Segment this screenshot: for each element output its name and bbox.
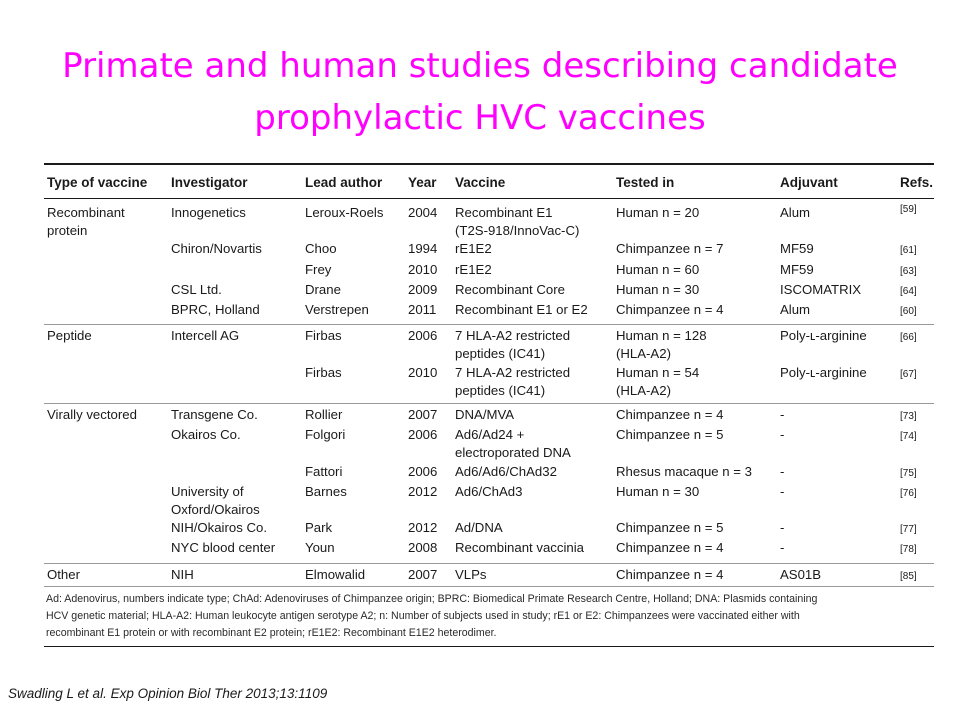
footnote-line: Ad: Adenovirus, numbers indicate type; ChAd: Adenoviruses of Chimpanzee origin; BPRC: Biomedical Primate Research Centre, Holland; DNA: Plasmids containing	[46, 592, 818, 605]
slide-title	[0, 40, 960, 144]
cell-adjuvant: ISCOMATRIX	[780, 281, 862, 297]
cell-vaccine: 7 HLA-A2 restricted peptides (IC41)	[455, 328, 571, 362]
header-adjuvant: Adjuvant	[780, 175, 838, 190]
citation: Swadling L et al. Exp Opinion Biol Ther 2013;13:1109	[8, 686, 328, 701]
cell-adjuvant: Alum	[780, 302, 811, 318]
cell-tested-in: Human n = 60	[616, 261, 700, 277]
table-row	[44, 364, 934, 400]
vaccine-studies-table	[44, 165, 934, 586]
cell-year: 2010	[408, 261, 438, 277]
footnote-bottom-rule	[44, 646, 934, 647]
cell-vaccine: Recombinant E1 or E2	[455, 302, 588, 318]
cell-vaccine: Ad6/Ad24 + electroporated DNA	[455, 427, 571, 461]
cell-lead-author: Park	[305, 520, 333, 536]
cell-vaccine: Ad6/ChAd3	[455, 483, 523, 499]
cell-vaccine: DNA/MVA	[455, 407, 515, 423]
table-row	[44, 261, 934, 281]
cell-vaccine: 7 HLA-A2 restricted peptides (IC41)	[455, 364, 571, 398]
cell-lead-author: Folgori	[305, 427, 346, 443]
cell-lead-author: Rollier	[305, 407, 343, 423]
cell-tested-in: Rhesus macaque n = 3	[616, 463, 752, 479]
cell-investigator	[171, 463, 305, 483]
cell-adjuvant: -	[780, 463, 785, 479]
cell-lead-author: Barnes	[305, 483, 347, 499]
cell-ref: [67]	[900, 368, 917, 380]
cell-tested-in: Human n = 20	[616, 205, 700, 220]
cell-ref: [59]	[900, 204, 917, 215]
cell-ref: [85]	[900, 570, 917, 582]
cell-type: Virally vectored	[47, 407, 137, 423]
cell-type	[44, 281, 171, 301]
cell-tested-in: Chimpanzee n = 7	[616, 241, 724, 257]
table-footnote	[44, 587, 934, 646]
cell-type	[44, 261, 171, 281]
cell-investigator	[171, 364, 305, 400]
cell-adjuvant: Poly-ʟ-arginine	[780, 328, 867, 344]
cell-vaccine: VLPs	[455, 566, 487, 582]
cell-lead-author: Leroux-Roels	[305, 205, 384, 220]
cell-lead-author: Firbas	[305, 328, 342, 344]
cell-vaccine: Recombinant Core	[455, 281, 565, 297]
table-row	[44, 406, 934, 426]
footnote-line: recombinant E1 protein or with recombinant E2 protein; rE1E2: Recombinant E1E2 heterodimer.	[46, 626, 497, 639]
cell-ref: [63]	[900, 265, 917, 277]
cell-type	[44, 426, 171, 462]
table-body	[44, 199, 934, 586]
table-row	[44, 463, 934, 483]
vaccine-table-panel	[44, 163, 934, 647]
table-row	[44, 327, 934, 363]
header-year: Year	[408, 175, 437, 190]
table-header-row	[44, 165, 934, 198]
cell-type	[44, 364, 171, 400]
cell-investigator: University of Oxford/Okairos	[171, 483, 260, 518]
cell-investigator: NIH/Okairos Co.	[171, 520, 267, 536]
cell-tested-in: Human n = 30	[616, 281, 700, 297]
cell-ref: [73]	[900, 411, 917, 423]
table-row	[44, 483, 934, 519]
cell-year: 2006	[408, 328, 438, 344]
cell-type: Other	[47, 566, 80, 582]
cell-ref: [74]	[900, 431, 917, 443]
cell-lead-author: Choo	[305, 241, 337, 257]
cell-lead-author: Drane	[305, 281, 341, 297]
cell-year: 2011	[408, 302, 437, 318]
cell-ref: [66]	[900, 332, 917, 344]
cell-year: 2006	[408, 463, 438, 479]
cell-tested-in: Human n = 30	[616, 483, 700, 499]
cell-tested-in: Chimpanzee n = 4	[616, 302, 724, 318]
cell-investigator: Chiron/Novartis	[171, 241, 262, 257]
cell-adjuvant: -	[780, 407, 785, 423]
cell-ref: [78]	[900, 544, 917, 556]
cell-year: 2006	[408, 427, 438, 443]
cell-adjuvant: -	[780, 520, 785, 536]
cell-ref: [77]	[900, 524, 917, 536]
header-lead-author: Lead author	[305, 175, 383, 190]
cell-investigator: BPRC, Holland	[171, 302, 260, 318]
cell-adjuvant: -	[780, 427, 785, 443]
cell-year: 2008	[408, 540, 438, 556]
cell-tested-in: Chimpanzee n = 4	[616, 540, 724, 556]
cell-adjuvant: Alum	[780, 205, 811, 220]
header-refs: Refs.	[900, 175, 934, 190]
table-row	[44, 281, 934, 301]
cell-vaccine: Recombinant vaccinia	[455, 540, 585, 556]
header-investigator: Investigator	[171, 175, 248, 190]
cell-year: 2012	[408, 483, 438, 499]
cell-tested-in: Human n = 54 (HLA-A2)	[616, 364, 700, 398]
cell-type	[44, 539, 171, 559]
cell-lead-author: Fattori	[305, 463, 343, 479]
cell-year: 1994	[408, 241, 438, 257]
header-vaccine: Vaccine	[455, 175, 506, 190]
header-type-of-vaccine: Type of vaccine	[47, 175, 148, 190]
table-row	[44, 240, 934, 260]
cell-ref: [60]	[900, 306, 917, 318]
cell-adjuvant: -	[780, 483, 785, 499]
cell-ref: [76]	[900, 487, 917, 499]
cell-tested-in: Chimpanzee n = 5	[616, 427, 724, 443]
cell-ref: [75]	[900, 467, 917, 479]
cell-adjuvant: -	[780, 540, 785, 556]
cell-tested-in: Chimpanzee n = 5	[616, 520, 724, 536]
cell-investigator: NYC blood center	[171, 540, 276, 556]
cell-investigator: Intercell AG	[171, 328, 240, 344]
cell-investigator: CSL Ltd.	[171, 281, 222, 297]
cell-tested-in: Chimpanzee n = 4	[616, 566, 724, 582]
cell-year: 2009	[408, 281, 438, 297]
table-row	[44, 426, 934, 462]
table-row	[44, 539, 934, 559]
cell-tested-in: Chimpanzee n = 4	[616, 407, 724, 423]
cell-lead-author: Elmowalid	[305, 566, 366, 582]
cell-investigator: Transgene Co.	[171, 407, 258, 423]
cell-type: Recombinant protein	[47, 205, 125, 239]
cell-type	[44, 240, 171, 260]
table-row	[44, 199, 934, 240]
cell-vaccine: Ad/DNA	[455, 520, 503, 536]
cell-year: 2007	[408, 407, 438, 423]
cell-vaccine: rE1E2	[455, 261, 492, 277]
slide-title-line-1: Primate and human studies describing candidate	[62, 46, 898, 86]
cell-tested-in: Human n = 128 (HLA-A2)	[616, 328, 707, 362]
cell-lead-author: Firbas	[305, 364, 342, 380]
cell-type	[44, 463, 171, 483]
cell-lead-author: Frey	[305, 261, 332, 277]
cell-type	[44, 301, 171, 321]
slide-title-line-2: prophylactic HVC vaccines	[254, 98, 706, 138]
cell-type	[44, 519, 171, 539]
cell-lead-author: Youn	[305, 540, 335, 556]
cell-year: 2012	[408, 520, 438, 536]
cell-adjuvant: Poly-ʟ-arginine	[780, 364, 867, 380]
cell-year: 2010	[408, 364, 438, 380]
cell-adjuvant: MF59	[780, 261, 814, 277]
header-tested-in: Tested in	[616, 175, 675, 190]
table-row	[44, 301, 934, 321]
cell-vaccine: rE1E2	[455, 241, 492, 257]
cell-ref: [61]	[900, 245, 917, 257]
cell-year: 2007	[408, 566, 438, 582]
table-row	[44, 519, 934, 539]
cell-investigator	[171, 261, 305, 281]
cell-year: 2004	[408, 205, 438, 220]
cell-adjuvant: MF59	[780, 241, 814, 257]
cell-investigator: NIH	[171, 566, 194, 582]
cell-investigator: Innogenetics	[171, 205, 246, 220]
cell-vaccine: Recombinant E1 (T2S-918/InnoVac-C)	[455, 205, 580, 239]
table-row	[44, 566, 934, 586]
cell-investigator: Okairos Co.	[171, 427, 241, 443]
cell-lead-author: Verstrepen	[305, 302, 369, 318]
cell-adjuvant: AS01B	[780, 566, 822, 582]
cell-vaccine: Ad6/Ad6/ChAd32	[455, 463, 557, 479]
footnote-line: HCV genetic material; HLA-A2: Human leukocyte antigen serotype A2; n: Number of subjects used in study; rE1 or E2: Chimpanzees were vaccinated either with	[46, 609, 800, 622]
cell-type: Peptide	[47, 328, 92, 344]
cell-type	[44, 483, 171, 519]
cell-ref: [64]	[900, 285, 917, 297]
